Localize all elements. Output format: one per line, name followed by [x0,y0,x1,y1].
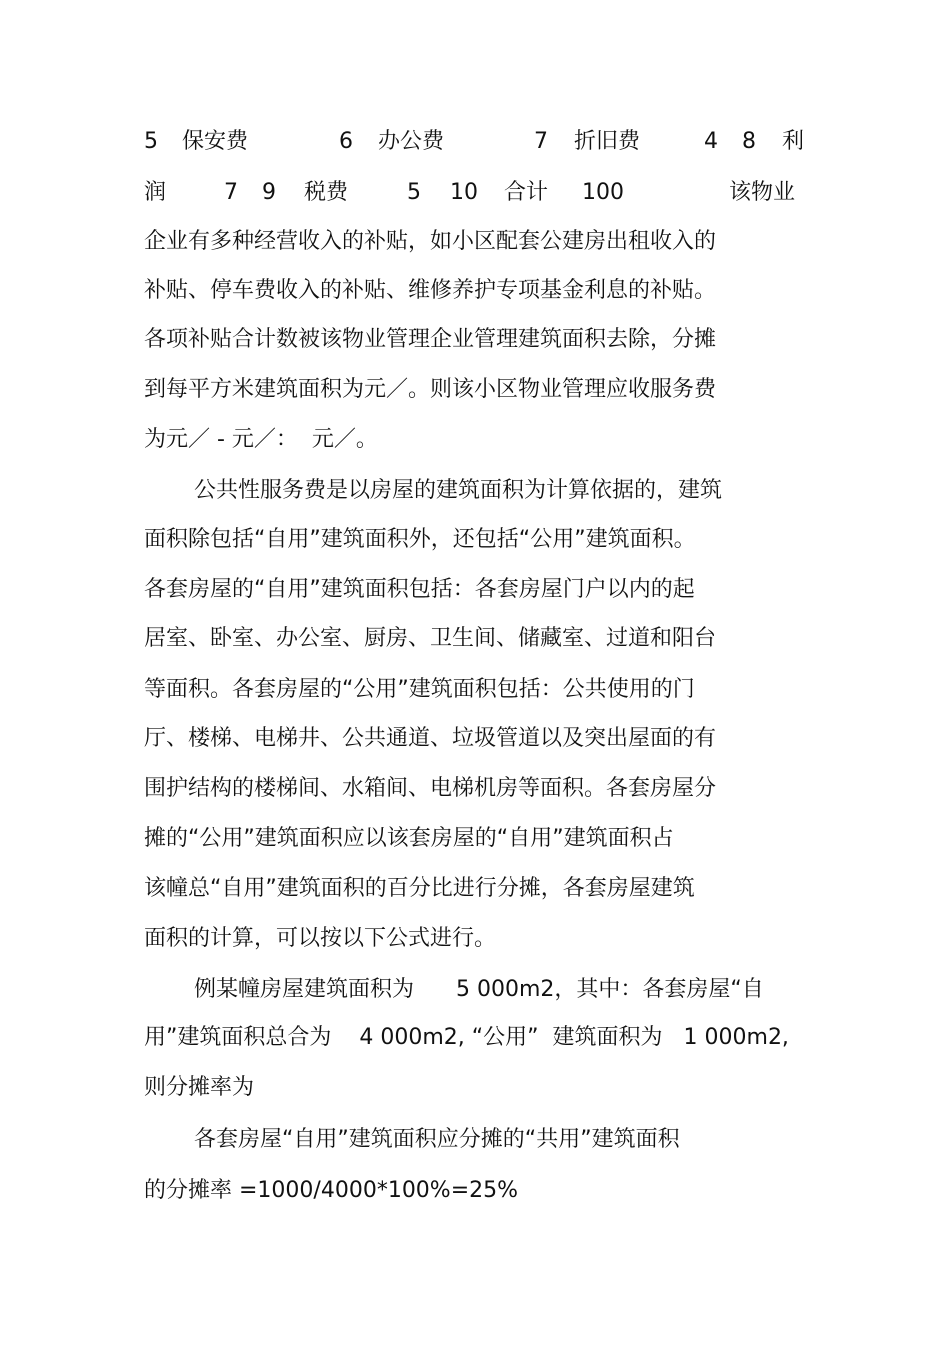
paragraph-3-line-1: 例某幢房屋建筑面积为 5 000m2，其中：各套房屋“自 [194,977,764,1002]
row1-cell-2: 保安费 [182,129,249,154]
row1-cell-7: 4 [704,129,718,154]
paragraph-1-line-2: 补贴、停车费收入的补贴、维修养护专项基金利息的补贴。 [144,278,717,303]
paragraph-1-line-5: 为元／ - 元／： 元／。 [144,427,378,452]
paragraph-2-line-10: 面积的计算，可以按以下公式进行。 [144,926,497,951]
paragraph-2-line-5: 等面积。各套房屋的“公用”建筑面积包括：公共使用的门 [144,677,695,702]
paragraph-4-line-1: 各套房屋“自用”建筑面积应分摊的“共用”建筑面积 [194,1127,680,1152]
row2-cell-4: 税费 [304,180,349,205]
row2-cell-2: 7 [224,180,238,205]
row1-cell-4: 办公费 [378,129,445,154]
row1-cell-1: 5 [144,129,158,154]
row1-cell-9: 利 [782,129,805,154]
paragraph-4-line-2: 的分摊率 =1000/4000*100%=25% [144,1178,519,1203]
paragraph-2-line-1: 公共性服务费是以房屋的建筑面积为计算依据的，建筑 [194,478,723,503]
paragraph-2-line-8: 摊的“公用”建筑面积应以该套房屋的“自用”建筑面积占 [144,826,674,851]
paragraph-1-line-3: 各项补贴合计数被该物业管理企业管理建筑面积去除，分摊 [144,327,717,352]
row2-cell-6: 10 [450,180,478,205]
paragraph-3-line-3: 则分摊率为 [144,1075,255,1100]
row2-cell-8: 100 [582,180,624,205]
paragraph-1-line-1: 企业有多种经营收入的补贴，如小区配套公建房出租收入的 [144,229,717,254]
paragraph-2-line-2: 面积除包括“自用”建筑面积外，还包括“公用”建筑面积。 [144,527,696,552]
row1-cell-8: 8 [742,129,756,154]
row2-cell-1: 润 [144,180,167,205]
row1-cell-5: 7 [534,129,548,154]
paragraph-3-line-2: 用”建筑面积总合为 4 000m2, “公用” 建筑面积为 1 000m2, [144,1025,789,1050]
fee-table-row-1 [144,127,804,157]
paragraph-2-line-9: 该幢总“自用”建筑面积的百分比进行分摊，各套房屋建筑 [144,876,695,901]
row1-cell-6: 折旧费 [574,129,641,154]
paragraph-1-line-4: 到每平方米建筑面积为元／。则该小区物业管理应收服务费 [144,377,717,402]
paragraph-2-line-7: 围护结构的楼梯间、水箱间、电梯机房等面积。各套房屋分 [144,776,717,801]
row2-cell-9: 该物业 [729,180,796,205]
paragraph-2-line-4: 居室、卧室、办公室、厨房、卫生间、储藏室、过道和阳台 [144,626,717,651]
row2-cell-7: 合计 [504,180,549,205]
paragraph-2-line-6: 厅、楼梯、电梯井、公共通道、垃圾管道以及突出屋面的有 [144,726,717,751]
fee-table-row-2 [144,178,804,208]
paragraph-2-line-3: 各套房屋的“自用”建筑面积包括：各套房屋门户以内的起 [144,577,695,602]
row1-cell-3: 6 [339,129,353,154]
row2-cell-5: 5 [407,180,421,205]
row2-cell-3: 9 [262,180,276,205]
